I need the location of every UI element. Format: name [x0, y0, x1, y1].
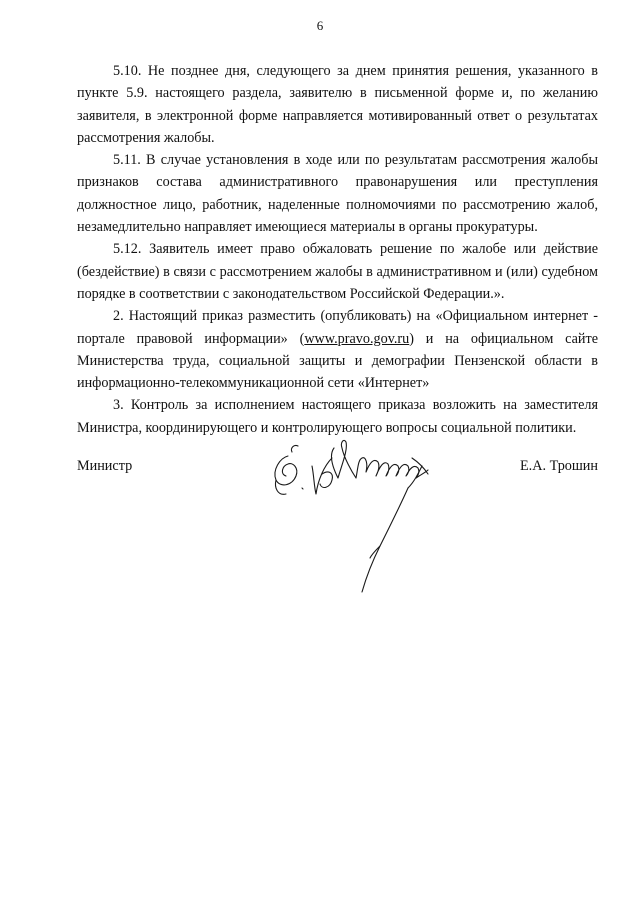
signatory-title: Министр — [77, 458, 133, 474]
pravo-link[interactable]: www.pravo.gov.ru — [304, 330, 410, 347]
paragraph-2 — [77, 305, 598, 394]
paragraph-5-12: 5.12. Заявитель имеет право обжаловать решение по жалобе или действие (бездействие) в связи с рассмотрением жалобы в административном и (или) судебном порядке в соответствии с законодательством Российской Федерации.». — [77, 241, 598, 302]
paragraph-2-text-end: ) и на официальном сайте Министерства труда, социальной защиты и демографии Пензенской области в информационно-телекоммуникационной сети «Интернет» — [77, 330, 599, 392]
paragraph-2-text-start: 2. Настоящий приказ разместить (опубликовать) на «Официальном интернет - портале правовой информации» ( — [77, 308, 598, 347]
page-number: 6 — [316, 18, 324, 33]
signatory-name: Е.А. Трошин — [520, 458, 598, 474]
paragraph-5-10: 5.10. Не позднее дня, следующего за днем принятия решения, указанного в пункте 5.9. настоящего раздела, заявителю в письменной форме и, по желанию заявителя, в электронной форме направляется мотивированный ответ о результатах рассмотрения жалобы. — [77, 63, 598, 146]
handwritten-signature-icon — [262, 418, 442, 596]
paragraph-5-11: 5.11. В случае установления в ходе или по результатам рассмотрения жалобы признаков состава административного правонарушения или преступления должностное лицо, работник, наделенные полномочиями по рассмотрению жалоб, незамедлительно направляет имеющиеся материалы в органы прокуратуры. — [77, 152, 598, 236]
paragraph-3: 3. Контроль за исполнением настоящего приказа возложить на заместителя Министра, координирующего и контролирующего вопросы социальной политики. — [77, 397, 598, 436]
document-body — [77, 60, 598, 439]
